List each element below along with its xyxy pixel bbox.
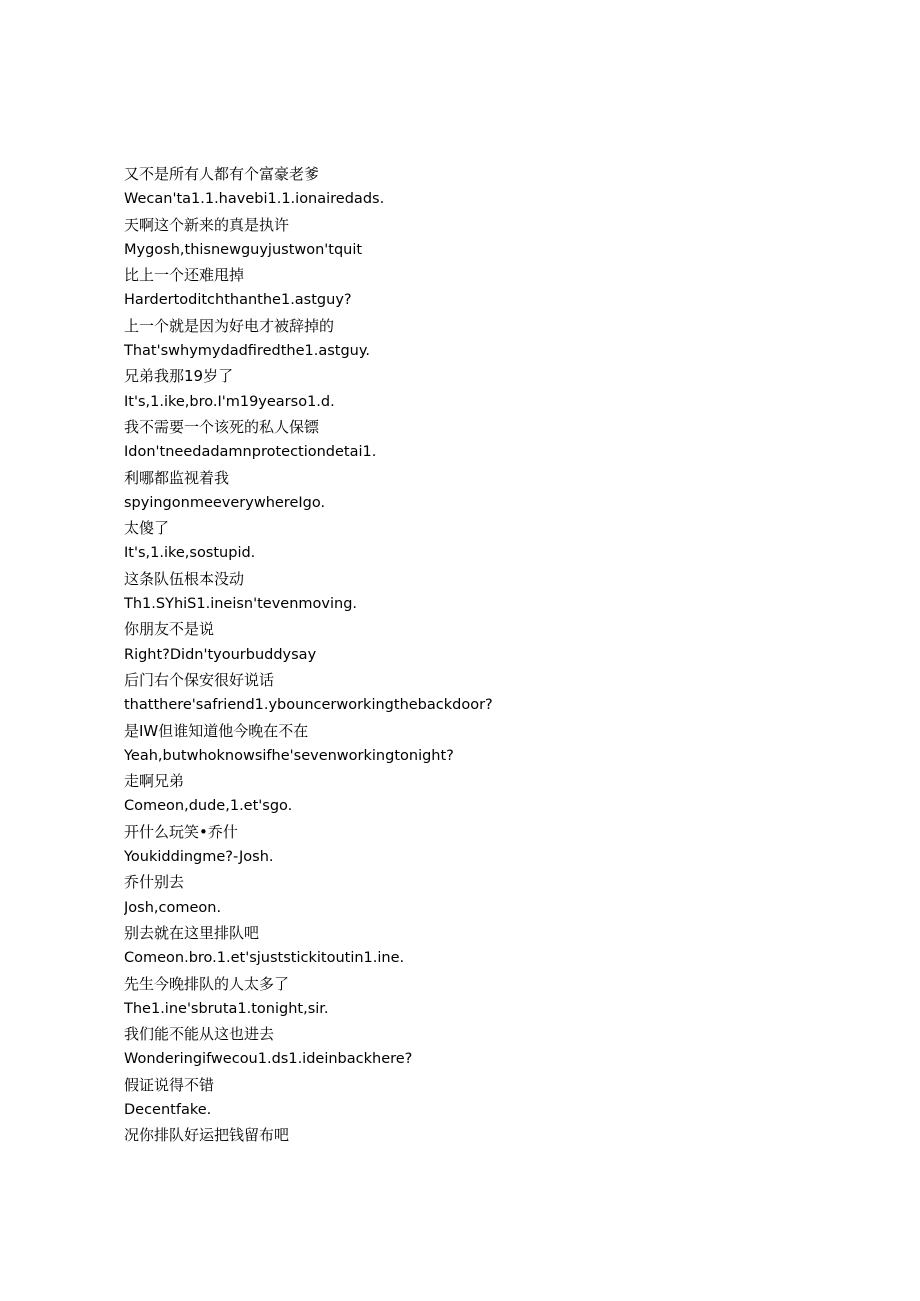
subtitle-line-en: Th1.SYhiS1.ineisn'tevenmoving.	[124, 596, 358, 613]
subtitle-line-zh: 我们能不能从这也进去	[124, 1025, 275, 1044]
subtitle-line-zh: 又不是所有人都有个富豪老爹	[124, 165, 320, 183]
subtitle-line-en: Right?Didn'tyourbuddysay	[124, 646, 317, 663]
subtitle-line-en: Yeah,butwhoknowsifhe'sevenworkingtonight?	[124, 747, 454, 764]
subtitle-line-zh: 况你排队好运把钱留布吧	[124, 1126, 290, 1145]
subtitle-line-zh: 兄弟我那19岁了	[124, 367, 234, 386]
subtitle-line-en: Idon'tneedadamnprotectiondetai1.	[124, 444, 377, 461]
subtitle-line-zh: 假证说得不错	[124, 1075, 215, 1094]
subtitle-line-zh: 天啊这个新来的真是执许	[124, 215, 290, 234]
subtitle-line-en: Mygosh,thisnewguyjustwon'tquit	[124, 241, 363, 258]
subtitle-line-zh: 这条队伍根本没动	[124, 569, 245, 588]
subtitle-line-en: Youkiddingme?-Josh.	[124, 849, 274, 866]
subtitle-line-en: Comeon.bro.1.et'sjuststickitoutin1.ine.	[124, 950, 405, 967]
subtitle-line-en: It's,1.ike,bro.I'm19yearso1.d.	[124, 393, 335, 410]
subtitle-line-zh: 乔什别去	[124, 873, 185, 892]
subtitle-line-zh: 是IW但谁知道他今晚在不在	[124, 721, 309, 740]
subtitle-line-en: That'swhymydadfiredthe1.astguy.	[124, 343, 370, 360]
subtitle-line-zh: 别去就在这里排队吧	[124, 923, 260, 942]
subtitle-transcript	[124, 162, 884, 1149]
subtitle-line-en: Josh,comeon.	[124, 899, 222, 916]
subtitle-line-zh: 走啊兄弟	[124, 772, 185, 791]
subtitle-line-en: thatthere'safriend1.ybouncerworkingthebackdoor?	[124, 697, 493, 714]
subtitle-line-zh: 先生今晚排队的人太多了	[124, 974, 290, 993]
subtitle-line-zh: 我不需要一个该死的私人保镖	[124, 417, 320, 436]
subtitle-line-zh: 你朋友不是说	[124, 620, 215, 639]
subtitle-line-zh: 后门右个保安很好说话	[124, 670, 275, 689]
subtitle-line-en: It's,1.ike,sostupid.	[124, 545, 256, 562]
subtitle-line-zh: 上一个就是因为好电才被辞掉的	[124, 316, 335, 335]
subtitle-line-zh: 比上一个还难甩掉	[124, 266, 245, 285]
subtitle-line-zh: 太傻了	[124, 519, 170, 538]
subtitle-line-en: The1.ine'sbruta1.tonight,sir.	[124, 1000, 329, 1017]
subtitle-line-en: Comeon,dude,1.et'sgo.	[124, 798, 293, 815]
subtitle-line-en: spyingonmeeverywhereIgo.	[124, 494, 326, 511]
subtitle-line-zh: 利哪都监视着我	[124, 468, 230, 487]
subtitle-line-en: Wonderingifwecou1.ds1.ideinbackhere?	[124, 1051, 413, 1068]
subtitle-line-en: Hardertoditchthanthe1.astguy?	[124, 292, 352, 309]
subtitle-line-en: Wecan'ta1.1.havebi1.1.ionairedads.	[124, 191, 385, 208]
subtitle-line-zh: 开什么玩笑•乔什	[124, 822, 238, 841]
subtitle-line-en: Decentfake.	[124, 1101, 212, 1118]
